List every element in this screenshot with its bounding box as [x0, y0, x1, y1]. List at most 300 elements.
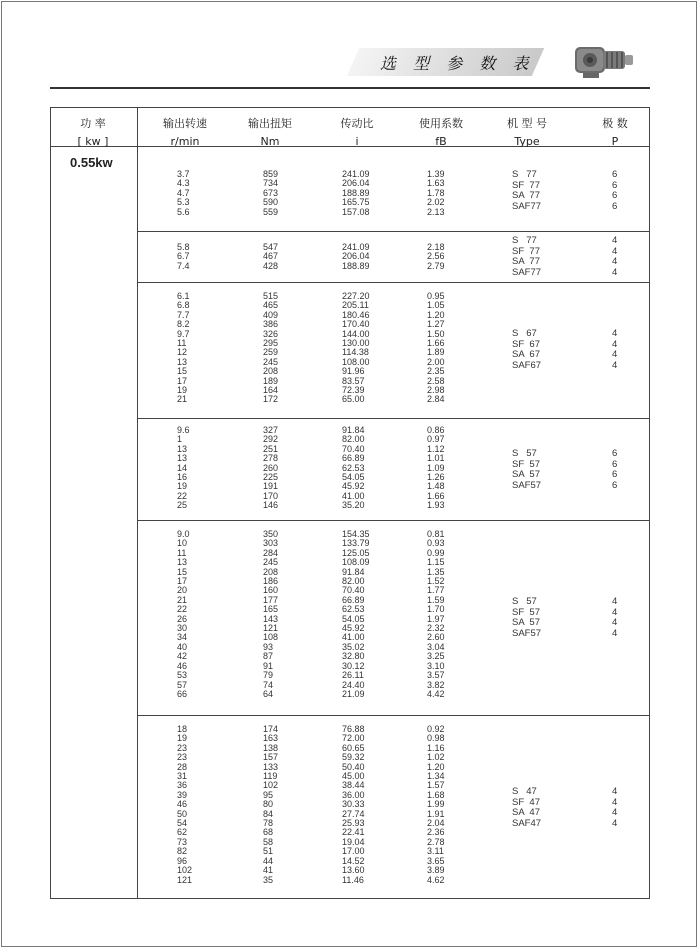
header-speed: 输出转速 r/min [163, 117, 207, 148]
header-poles: 极 数 P [602, 117, 628, 148]
torque-cell: 44 [263, 855, 274, 866]
ratio-cell: 13.60 [342, 865, 365, 876]
factor-cell: 1.63 [427, 178, 445, 189]
torque-cell: 133 [263, 761, 279, 772]
torque-cell: 225 [263, 472, 279, 483]
group-3-types-column [512, 329, 541, 371]
group-6-poles-column [612, 787, 617, 829]
speed-cell: 50 [177, 808, 188, 819]
ratio-cell: 14.52 [342, 855, 365, 866]
torque-cell: 91 [263, 660, 274, 671]
factor-cell: 2.98 [427, 385, 445, 396]
factor-cell: 1.77 [427, 585, 445, 596]
ratio-cell: 27.74 [342, 808, 365, 819]
factor-cell: 2.13 [427, 206, 445, 217]
ratio-cell: 114.38 [342, 347, 369, 358]
group-6-factor-column [427, 725, 445, 885]
torque-cell: 121 [263, 623, 279, 634]
type-cell: S 77 [512, 235, 537, 246]
factor-cell: 1.35 [427, 566, 445, 577]
group-2-torque-column [263, 243, 278, 271]
power-value: 0.55kw [70, 155, 113, 170]
torque-cell: 41 [263, 865, 274, 876]
factor-cell: 2.35 [427, 366, 445, 377]
speed-cell: 1 [177, 434, 183, 445]
torque-cell: 303 [263, 538, 279, 549]
speed-cell: 21 [177, 594, 188, 605]
torque-cell: 87 [263, 651, 274, 662]
group-separator [137, 715, 650, 716]
ratio-cell: 50.40 [342, 761, 365, 772]
torque-cell: 138 [263, 742, 279, 753]
torque-cell: 163 [263, 733, 279, 744]
ratio-cell: 188.89 [342, 260, 370, 271]
torque-cell: 80 [263, 799, 274, 810]
speed-cell: 23 [177, 752, 188, 763]
speed-cell: 7.7 [177, 309, 190, 320]
ratio-cell: 22.41 [342, 827, 365, 838]
speed-cell: 82 [177, 846, 188, 857]
ratio-cell: 38.44 [342, 780, 365, 791]
ratio-cell: 35.20 [342, 500, 365, 511]
speed-cell: 12 [177, 347, 188, 358]
speed-cell: 53 [177, 670, 188, 681]
torque-cell: 245 [263, 356, 279, 367]
poles-cell: 4 [612, 817, 618, 829]
ratio-cell: 206.04 [342, 178, 370, 189]
group-4-types-column [512, 449, 541, 491]
factor-cell: 1.99 [427, 799, 445, 810]
speed-cell: 14 [177, 462, 188, 473]
speed-cell: 9.6 [177, 425, 190, 435]
poles-cell: 4 [612, 627, 618, 639]
torque-cell: 515 [263, 291, 279, 301]
ratio-cell: 41.00 [342, 632, 365, 643]
ratio-cell: 70.40 [342, 585, 365, 596]
torque-cell: 191 [263, 481, 279, 492]
speed-cell: 21 [177, 394, 188, 405]
factor-cell: 3.89 [427, 865, 445, 876]
torque-cell: 95 [263, 789, 274, 800]
group-6-ratio-column [342, 725, 365, 885]
group-separator [137, 520, 650, 521]
torque-cell: 64 [263, 688, 274, 699]
torque-cell: 108 [263, 632, 279, 643]
poles-cell: 4 [612, 786, 618, 797]
poles-cell: 4 [612, 617, 618, 628]
type-cell: SA 57 [512, 469, 540, 480]
type-cell: S 67 [512, 328, 537, 339]
torque-cell: 208 [263, 366, 279, 377]
speed-cell: 26 [177, 613, 188, 624]
group-5-speed-column [177, 530, 190, 699]
factor-cell: 1.12 [427, 443, 445, 454]
torque-cell: 79 [263, 670, 274, 681]
factor-cell: 4.62 [427, 874, 445, 885]
torque-cell: 78 [263, 818, 274, 829]
ratio-cell: 26.11 [342, 670, 364, 681]
ratio-cell: 227.20 [342, 291, 370, 301]
torque-cell: 143 [263, 613, 279, 624]
speed-cell: 121 [177, 874, 193, 885]
type-cell: S 77 [512, 169, 537, 180]
poles-cell: 4 [612, 256, 618, 267]
header-ratio: 传动比 i [340, 117, 374, 148]
header-rule [50, 87, 650, 89]
factor-cell: 3.82 [427, 679, 445, 690]
poles-cell: 4 [612, 349, 618, 360]
factor-cell: 0.99 [427, 547, 445, 558]
speed-cell: 6.8 [177, 300, 190, 311]
factor-cell: 3.25 [427, 651, 445, 662]
factor-cell: 1.93 [427, 500, 445, 511]
factor-cell: 1.59 [427, 594, 445, 605]
factor-cell: 1.68 [427, 789, 445, 800]
torque-cell: 409 [263, 309, 279, 320]
torque-cell: 295 [263, 338, 279, 349]
torque-cell: 172 [263, 394, 279, 405]
ratio-cell: 130.00 [342, 338, 370, 349]
group-2-types-column [512, 236, 541, 278]
torque-cell: 74 [263, 679, 274, 690]
torque-cell: 350 [263, 529, 279, 539]
ratio-cell: 91.96 [342, 366, 365, 377]
factor-cell: 2.00 [427, 356, 445, 367]
type-cell: SA 77 [512, 256, 540, 267]
speed-cell: 3.7 [177, 169, 190, 179]
speed-cell: 5.6 [177, 206, 190, 217]
ratio-cell: 54.05 [342, 472, 365, 483]
ratio-cell: 54.05 [342, 613, 365, 624]
factor-cell: 1.20 [427, 761, 445, 772]
poles-cell: 4 [612, 359, 618, 371]
ratio-cell: 21.09 [342, 688, 365, 699]
ratio-cell: 206.04 [342, 251, 370, 262]
torque-cell: 245 [263, 557, 279, 568]
group-1-types-column [512, 170, 541, 212]
page-title: 选 型 参 数 表 [380, 54, 535, 73]
ratio-cell: 30.33 [342, 799, 365, 810]
power-column-separator [137, 107, 138, 899]
torque-cell: 428 [263, 260, 279, 271]
speed-cell: 15 [177, 366, 188, 377]
factor-cell: 2.58 [427, 375, 445, 386]
torque-cell: 84 [263, 808, 274, 819]
group-3-ratio-column [342, 292, 370, 405]
speed-cell: 8.2 [177, 319, 190, 330]
type-cell: SF 57 [512, 458, 540, 470]
poles-cell: 6 [612, 179, 618, 191]
ratio-cell: 170.40 [342, 319, 370, 330]
torque-cell: 165 [263, 604, 279, 615]
ratio-cell: 180.46 [342, 309, 370, 320]
type-cell: SAF57 [512, 479, 542, 491]
torque-cell: 35 [263, 874, 274, 885]
type-cell: SAF47 [512, 817, 542, 829]
group-1-factor-column [427, 170, 445, 217]
torque-cell: 164 [263, 385, 279, 396]
torque-cell: 467 [263, 251, 279, 262]
factor-cell: 1.15 [427, 557, 445, 568]
poles-cell: 4 [612, 606, 618, 618]
torque-cell: 734 [263, 178, 279, 189]
factor-cell: 2.84 [427, 394, 445, 405]
ratio-cell: 24.40 [342, 679, 365, 690]
ratio-cell: 36.00 [342, 789, 365, 800]
torque-cell: 259 [263, 347, 279, 358]
factor-cell: 3.57 [427, 670, 445, 681]
group-4-torque-column [263, 426, 278, 511]
speed-cell: 13 [177, 443, 188, 454]
header-power: 功 率 [ kw ] [77, 117, 109, 148]
speed-cell: 66 [177, 688, 188, 699]
speed-cell: 10 [177, 538, 188, 549]
speed-cell: 42 [177, 651, 188, 662]
factor-cell: 0.92 [427, 724, 445, 734]
factor-cell: 4.42 [427, 688, 445, 699]
factor-cell: 2.78 [427, 836, 445, 847]
group-3-factor-column [427, 292, 445, 405]
type-cell: SAF57 [512, 627, 542, 639]
factor-cell: 1.05 [427, 300, 445, 311]
torque-cell: 465 [263, 300, 279, 311]
ratio-cell: 62.53 [342, 604, 365, 615]
factor-cell: 3.65 [427, 855, 445, 866]
type-cell: SAF77 [512, 200, 542, 212]
factor-cell: 1.01 [427, 453, 445, 464]
speed-cell: 9.7 [177, 328, 190, 339]
ratio-cell: 19.04 [342, 836, 365, 847]
speed-cell: 7.4 [177, 260, 190, 271]
torque-cell: 68 [263, 827, 274, 838]
factor-cell: 2.04 [427, 818, 445, 829]
poles-cell: 4 [612, 245, 618, 257]
group-separator [137, 231, 650, 232]
group-4-ratio-column [342, 426, 365, 511]
torque-cell: 51 [263, 846, 274, 857]
group-1-torque-column [263, 170, 278, 217]
factor-cell: 1.50 [427, 328, 445, 339]
group-3-speed-column [177, 292, 190, 405]
ratio-cell: 83.57 [342, 375, 365, 386]
group-5-types-column [512, 597, 541, 639]
factor-cell: 0.81 [427, 529, 445, 539]
factor-cell: 1.20 [427, 309, 445, 320]
torque-cell: 590 [263, 197, 279, 208]
speed-cell: 23 [177, 742, 188, 753]
speed-cell: 96 [177, 855, 188, 866]
group-4-poles-column [612, 449, 617, 491]
torque-cell: 189 [263, 375, 279, 386]
factor-cell: 2.32 [427, 623, 445, 634]
speed-cell: 13 [177, 356, 188, 367]
group-3-torque-column [263, 292, 278, 405]
ratio-cell: 60.65 [342, 742, 365, 753]
ratio-cell: 205.11 [342, 300, 369, 311]
factor-cell: 1.16 [427, 742, 445, 753]
speed-cell: 15 [177, 566, 188, 577]
factor-cell: 0.97 [427, 434, 445, 445]
type-cell: S 57 [512, 596, 537, 607]
torque-cell: 327 [263, 425, 279, 435]
torque-cell: 859 [263, 169, 279, 179]
speed-cell: 19 [177, 733, 188, 744]
speed-cell: 36 [177, 780, 188, 791]
type-cell: SF 67 [512, 338, 540, 350]
factor-cell: 3.04 [427, 641, 445, 652]
group-2-factor-column [427, 243, 445, 271]
factor-cell: 2.36 [427, 827, 445, 838]
factor-cell: 2.79 [427, 260, 445, 271]
factor-cell: 0.95 [427, 291, 445, 301]
speed-cell: 73 [177, 836, 188, 847]
group-5-poles-column [612, 597, 617, 639]
speed-cell: 11 [177, 547, 187, 558]
poles-cell: 4 [612, 796, 618, 808]
ratio-cell: 25.93 [342, 818, 365, 829]
type-cell: SAF67 [512, 359, 542, 371]
factor-cell: 1.52 [427, 576, 445, 587]
ratio-cell: 41.00 [342, 490, 365, 501]
speed-cell: 20 [177, 585, 188, 596]
torque-cell: 278 [263, 453, 279, 464]
factor-cell: 1.02 [427, 752, 445, 763]
poles-cell: 6 [612, 479, 618, 491]
type-cell: SA 77 [512, 190, 540, 201]
group-2-ratio-column [342, 243, 370, 271]
torque-cell: 157 [263, 752, 279, 763]
speed-cell: 54 [177, 818, 188, 829]
torque-cell: 559 [263, 206, 279, 217]
ratio-cell: 66.89 [342, 594, 365, 605]
speed-cell: 16 [177, 472, 188, 483]
speed-cell: 40 [177, 641, 188, 652]
group-6-speed-column [177, 725, 192, 885]
poles-cell: 6 [612, 200, 618, 212]
type-cell: SA 57 [512, 617, 540, 628]
ratio-cell: 157.08 [342, 206, 370, 217]
ratio-cell: 45.00 [342, 771, 365, 782]
group-6-torque-column [263, 725, 278, 885]
factor-cell: 2.02 [427, 197, 445, 208]
group-5-factor-column [427, 530, 445, 699]
type-cell: SF 77 [512, 245, 540, 257]
torque-cell: 146 [263, 500, 279, 511]
group-2-speed-column [177, 243, 190, 271]
factor-cell: 1.27 [427, 319, 445, 330]
group-5-torque-column [263, 530, 278, 699]
type-cell: SF 57 [512, 606, 540, 618]
ratio-cell: 30.12 [342, 660, 365, 671]
ratio-cell: 241.09 [342, 242, 370, 252]
factor-cell: 2.56 [427, 251, 445, 262]
poles-cell: 6 [612, 448, 618, 459]
ratio-cell: 154.35 [342, 529, 370, 539]
speed-cell: 34 [177, 632, 188, 643]
ratio-cell: 72.00 [342, 733, 365, 744]
poles-cell: 6 [612, 169, 618, 180]
type-cell: SA 67 [512, 349, 540, 360]
speed-cell: 11 [177, 338, 187, 349]
speed-cell: 19 [177, 385, 188, 396]
speed-cell: 22 [177, 604, 188, 615]
torque-cell: 177 [263, 594, 279, 605]
factor-cell: 1.78 [427, 187, 445, 198]
speed-cell: 39 [177, 789, 188, 800]
group-separator [137, 418, 650, 419]
ratio-cell: 165.75 [342, 197, 370, 208]
poles-cell: 4 [612, 266, 618, 278]
torque-cell: 186 [263, 576, 279, 587]
group-separator [137, 282, 650, 283]
ratio-cell: 70.40 [342, 443, 365, 454]
speed-cell: 9.0 [177, 529, 190, 539]
factor-cell: 1.66 [427, 490, 445, 501]
group-6-types-column [512, 787, 541, 829]
speed-cell: 31 [177, 771, 188, 782]
speed-cell: 5.3 [177, 197, 190, 208]
torque-cell: 251 [263, 443, 279, 454]
speed-cell: 22 [177, 490, 188, 501]
ratio-cell: 32.80 [342, 651, 365, 662]
ratio-cell: 241.09 [342, 169, 370, 179]
factor-cell: 1.39 [427, 169, 445, 179]
speed-cell: 17 [177, 375, 188, 386]
factor-cell: 1.48 [427, 481, 445, 492]
factor-cell: 1.89 [427, 347, 445, 358]
group-1-speed-column [177, 170, 190, 217]
speed-cell: 5.8 [177, 242, 190, 252]
speed-cell: 17 [177, 576, 188, 587]
factor-cell: 0.86 [427, 425, 445, 435]
speed-cell: 13 [177, 557, 188, 568]
torque-cell: 386 [263, 319, 279, 330]
factor-cell: 1.70 [427, 604, 445, 615]
poles-cell: 6 [612, 469, 618, 480]
factor-cell: 1.34 [427, 771, 445, 782]
ratio-cell: 62.53 [342, 462, 365, 473]
factor-cell: 0.93 [427, 538, 445, 549]
factor-cell: 2.18 [427, 242, 445, 252]
ratio-cell: 82.00 [342, 576, 365, 587]
speed-cell: 25 [177, 500, 188, 511]
group-5-ratio-column [342, 530, 370, 699]
ratio-cell: 11.46 [342, 874, 364, 885]
torque-cell: 58 [263, 836, 274, 847]
type-cell: SF 77 [512, 179, 540, 191]
factor-cell: 3.10 [427, 660, 445, 671]
poles-cell: 6 [612, 190, 618, 201]
torque-cell: 102 [263, 780, 279, 791]
torque-cell: 326 [263, 328, 279, 339]
speed-cell: 6.1 [177, 291, 190, 301]
torque-cell: 93 [263, 641, 274, 652]
ratio-cell: 188.89 [342, 187, 370, 198]
speed-cell: 19 [177, 481, 188, 492]
factor-cell: 1.09 [427, 462, 445, 473]
ratio-cell: 65.00 [342, 394, 365, 405]
ratio-cell: 108.00 [342, 356, 370, 367]
ratio-cell: 17.00 [342, 846, 365, 857]
ratio-cell: 133.79 [342, 538, 370, 549]
torque-cell: 292 [263, 434, 279, 445]
poles-cell: 4 [612, 235, 618, 246]
ratio-cell: 144.00 [342, 328, 370, 339]
ratio-cell: 108.09 [342, 557, 370, 568]
ratio-cell: 45.92 [342, 623, 365, 634]
torque-cell: 547 [263, 242, 279, 252]
group-4-factor-column [427, 426, 445, 511]
